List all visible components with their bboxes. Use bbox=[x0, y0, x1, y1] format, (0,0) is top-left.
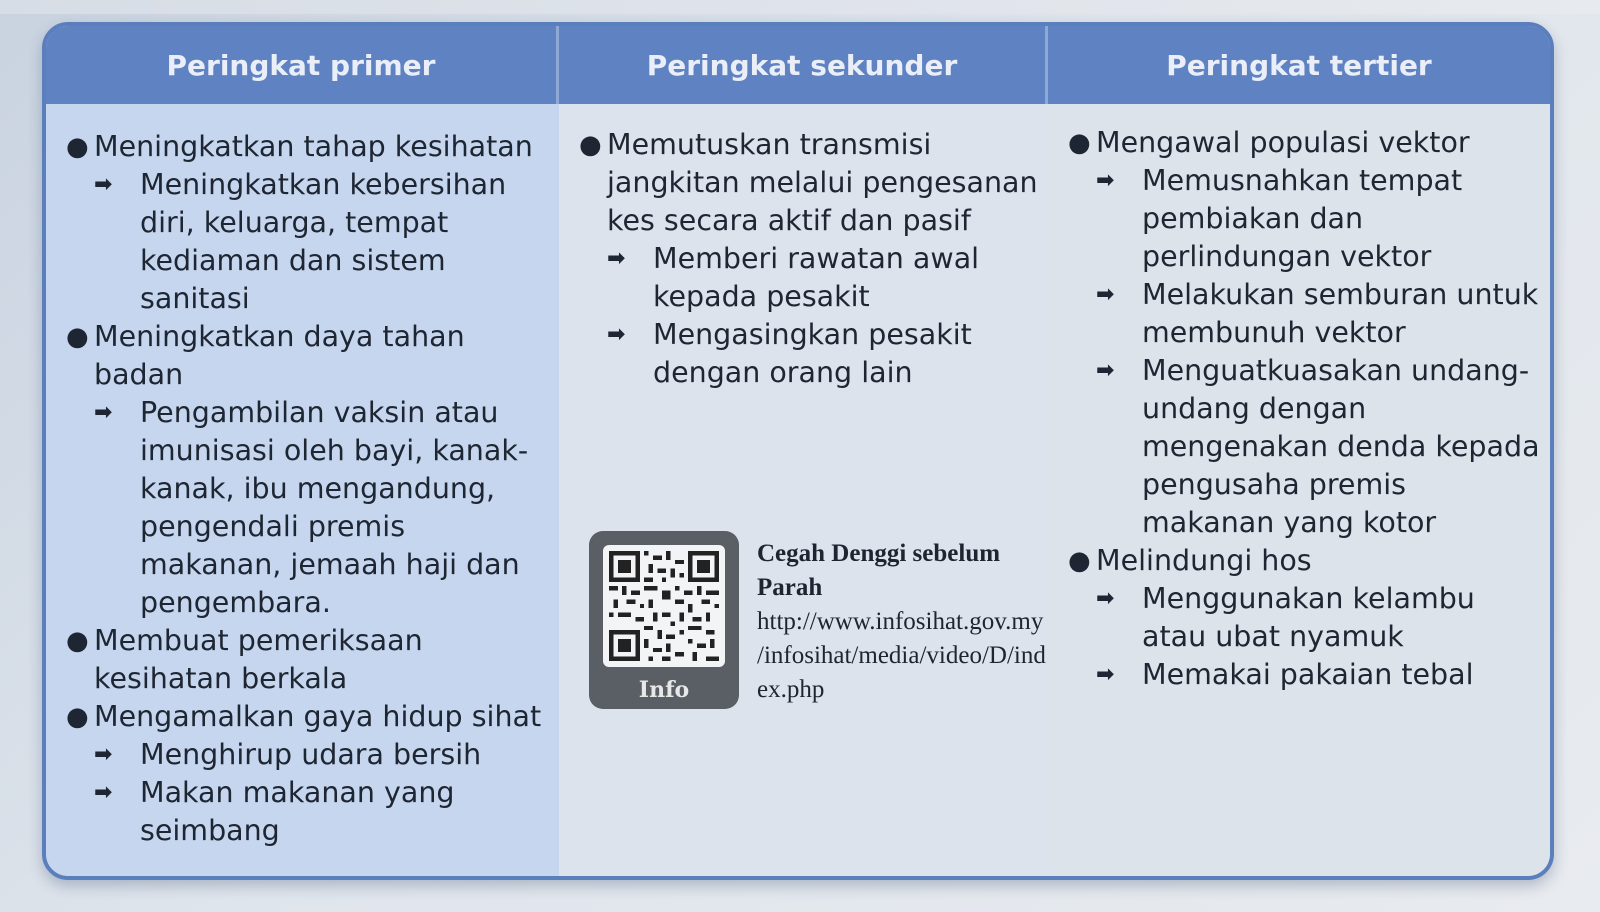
column-sekunder bbox=[559, 104, 1048, 876]
qr-code-icon bbox=[603, 545, 725, 667]
arrow-right-icon: ➡ bbox=[607, 322, 626, 347]
sub-item-text: Pengambilan vaksin atau imunisasi oleh bayi, kanak-kanak, ibu mengandung, pengendali premis makanan, jemaah haji dan pengembara. bbox=[140, 396, 529, 619]
sub-item bbox=[94, 394, 551, 622]
column-tertier bbox=[1048, 104, 1550, 876]
bullet-icon: ● bbox=[66, 702, 89, 732]
arrow-right-icon: ➡ bbox=[1096, 168, 1115, 193]
sub-item-text: Meningkatkan kebersihan diri, keluarga, tempat kediaman dan sistem sanitasi bbox=[140, 168, 507, 315]
sub-item bbox=[94, 736, 551, 774]
arrow-right-icon: ➡ bbox=[1096, 586, 1115, 611]
sub-item bbox=[1096, 276, 1542, 352]
list-item bbox=[64, 318, 551, 622]
bullet-icon: ● bbox=[579, 130, 602, 160]
sub-item bbox=[94, 166, 551, 318]
sub-item bbox=[607, 240, 1040, 316]
bullet-icon: ● bbox=[66, 322, 89, 352]
prevention-levels-table bbox=[42, 22, 1554, 880]
sub-item bbox=[1096, 580, 1542, 656]
point-text: Memutuskan transmisi jangkitan melalui pengesanan kes secara aktif dan pasif bbox=[607, 128, 1038, 237]
list-item bbox=[64, 622, 551, 698]
bullet-icon: ● bbox=[1068, 546, 1091, 576]
qr-code-card[interactable] bbox=[589, 531, 739, 709]
list-item bbox=[64, 128, 551, 318]
sub-item-text: Makan makanan yang seimbang bbox=[140, 776, 455, 847]
list-item bbox=[1066, 542, 1542, 694]
sub-item bbox=[94, 774, 551, 850]
column-primer bbox=[46, 104, 559, 876]
sekunder-list bbox=[559, 104, 1048, 392]
sub-item bbox=[1096, 162, 1542, 276]
arrow-right-icon: ➡ bbox=[1096, 662, 1115, 687]
bullet-icon: ● bbox=[66, 626, 89, 656]
point-text: Mengamalkan gaya hidup sihat bbox=[94, 700, 542, 733]
list-item bbox=[64, 698, 551, 850]
header-tertier: Peringkat tertier bbox=[1166, 48, 1432, 82]
arrow-right-icon: ➡ bbox=[94, 780, 113, 805]
list-item bbox=[577, 126, 1040, 392]
sub-item-text: Mengasingkan pesakit dengan orang lain bbox=[653, 318, 972, 389]
sub-item-text: Memakai pakaian tebal bbox=[1142, 658, 1474, 691]
info-title: Cegah Denggi sebelum Parah bbox=[757, 540, 1001, 601]
info-link[interactable]: http://www.infosihat.gov.my/infosihat/media/video/D/index.php bbox=[757, 608, 1046, 703]
arrow-right-icon: ➡ bbox=[94, 400, 113, 425]
sub-item-text: Memusnahkan tempat pembiakan dan perlindungan vektor bbox=[1142, 164, 1463, 273]
sub-item bbox=[1096, 656, 1542, 694]
table-body-row bbox=[46, 104, 1550, 876]
table-header-row bbox=[46, 26, 1550, 104]
sub-item-text: Melakukan semburan untuk membunuh vektor bbox=[1142, 278, 1539, 349]
sub-item-text: Menghirup udara bersih bbox=[140, 738, 482, 771]
arrow-right-icon: ➡ bbox=[1096, 358, 1115, 383]
sub-item bbox=[607, 316, 1040, 392]
sub-item-text: Memberi rawatan awal kepada pesakit bbox=[653, 242, 980, 313]
arrow-right-icon: ➡ bbox=[94, 172, 113, 197]
primer-list bbox=[46, 104, 559, 850]
info-text bbox=[757, 537, 1047, 707]
info-label: Info bbox=[638, 677, 690, 703]
list-item bbox=[1066, 124, 1542, 542]
header-primer: Peringkat primer bbox=[46, 26, 559, 104]
sub-item-text: Menguatkuasakan undang-undang dengan mengenakan denda kepada pengusaha premis makanan yang kotor bbox=[1142, 354, 1540, 539]
point-text: Meningkatkan daya tahan badan bbox=[94, 320, 465, 391]
info-box bbox=[589, 531, 1046, 711]
bullet-icon: ● bbox=[66, 132, 89, 162]
page-top-edge bbox=[0, 0, 1600, 14]
point-text: Meningkatkan tahap kesihatan bbox=[94, 130, 533, 163]
point-text: Mengawal populasi vektor bbox=[1096, 126, 1470, 159]
bullet-icon: ● bbox=[1068, 128, 1091, 158]
tertier-list bbox=[1048, 104, 1550, 694]
sub-item bbox=[1096, 352, 1542, 542]
sub-item-text: Menggunakan kelambu atau ubat nyamuk bbox=[1142, 582, 1475, 653]
point-text: Membuat pemeriksaan kesihatan berkala bbox=[94, 624, 423, 695]
point-text: Melindungi hos bbox=[1096, 544, 1312, 577]
arrow-right-icon: ➡ bbox=[607, 246, 626, 271]
arrow-right-icon: ➡ bbox=[1096, 282, 1115, 307]
header-sekunder: Peringkat sekunder bbox=[559, 26, 1048, 104]
arrow-right-icon: ➡ bbox=[94, 742, 113, 767]
